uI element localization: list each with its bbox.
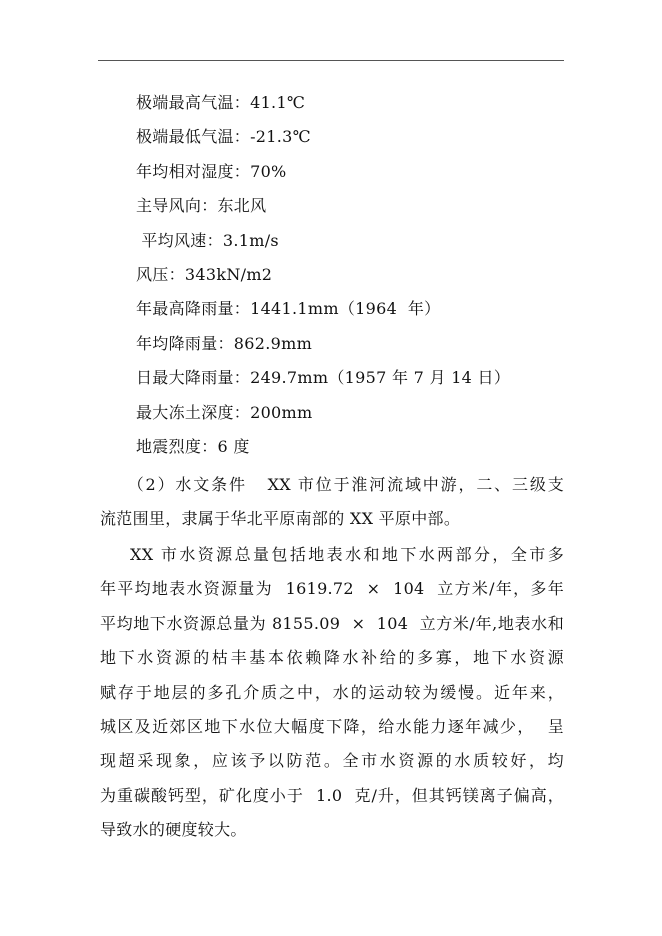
climate-item: 平均风速：3.1m/s [136,230,279,250]
water-resources-line: 地下水资源的枯丰基本依赖降水补给的多寡，地下水资源 [100,648,564,668]
water-resources-line: 导致水的硬度较大。 [100,820,247,840]
climate-item: 地震烈度：6 度 [136,437,250,456]
water-resources-line: 赋存于地层的多孔介质之中，水的运动较为缓慢。近年来， [100,682,564,702]
climate-item: 主导风向：东北风 [136,196,267,216]
climate-item: 最大冻土深度：200mm [136,402,313,422]
water-resources-line: 现超采现象，应该予以防范。全市水资源的水质较好，均 [100,751,564,771]
header-rule [98,60,564,61]
climate-item: 日最大降雨量：249.7mm（1957 年 7 月 14 日） [136,368,511,388]
water-resources-line: 城区及近郊区地下水位大幅度下降，给水能力逐年减少， 呈 [100,717,564,736]
climate-item: 年均相对湿度：70% [136,161,287,181]
hydrology-line: 流范围里，隶属于华北平原南部的 XX 平原中部。 [100,509,461,528]
water-resources-line: 为重碳酸钙型，矿化度小于 1.0 克/升，但其钙镁离子偏高， [100,785,564,805]
climate-item: 极端最低气温：-21.3℃ [136,127,311,147]
water-resources-line: XX 市水资源总量包括地表水和地下水两部分，全市多 [100,545,564,564]
climate-item: 极端最高气温：41.1℃ [136,93,306,112]
water-resources-line: 平均地下水资源总量为 8155.09 × 104 立方米/年,地表水和 [100,613,564,633]
water-resources-line: 年平均地表水资源量为 1619.72 × 104 立方米/年，多年 [100,579,564,599]
climate-item: 年最高降雨量：1441.1mm（1964 年） [136,299,441,319]
hydrology-line: （2）水文条件 XX 市位于淮河流域中游，二、三级支 [100,475,564,494]
climate-item: 年均降雨量：862.9mm [136,333,313,353]
climate-item: 风压：343kN/m2 [136,265,273,284]
